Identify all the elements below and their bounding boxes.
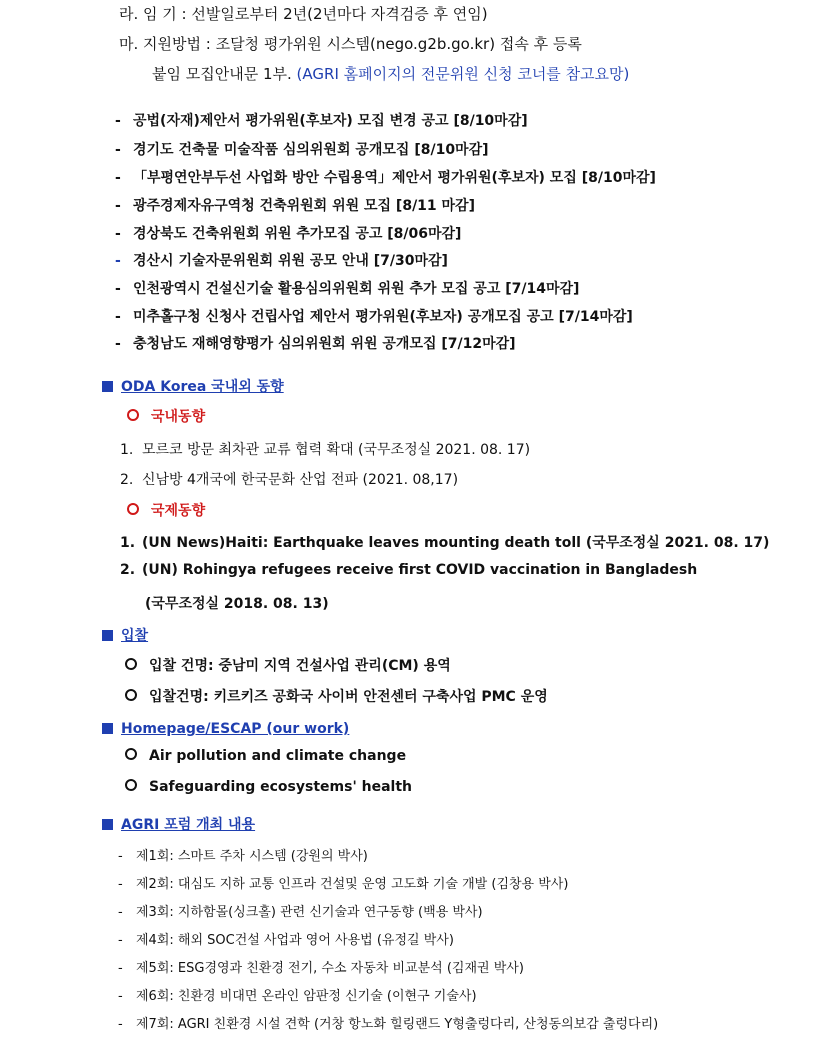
- forum-item[interactable]: - 제2회: 대심도 지하 교통 인프라 건설및 운영 고도화 기술 개발 (김창용 박사): [118, 877, 569, 892]
- oda-section-heading: ODA Korea 국내외 동향: [102, 376, 284, 396]
- forum-item[interactable]: - 제6회: 친환경 비대면 온라인 암판정 신기술 (이현구 기술사): [118, 989, 477, 1004]
- escap-item[interactable]: Air pollution and climate change: [125, 748, 406, 764]
- notice-item[interactable]: - 경산시 기술자문위원회 위원 공모 안내 [7/30마감]: [115, 253, 448, 269]
- square-bullet-icon: [102, 381, 113, 392]
- notice-item[interactable]: - 공법(자재)제안서 평가위원(후보자) 모집 변경 공고 [8/10마감]: [115, 113, 528, 129]
- circle-bullet-icon: [125, 748, 137, 760]
- attachment-line: [152, 63, 629, 84]
- domestic-item[interactable]: 1. 모르코 방문 최차관 교류 협력 확대 (국무조정실 2021. 08. 17): [120, 442, 531, 458]
- bid-item[interactable]: 입찰 건명: 중남미 지역 건설사업 관리(CM) 용역: [125, 655, 451, 675]
- square-bullet-icon: [102, 630, 113, 641]
- circle-bullet-icon: [127, 503, 139, 515]
- forum-item[interactable]: - 제3회: 지하함몰(싱크홀) 관련 신기술과 연구동향 (백용 박사): [118, 905, 483, 920]
- forum-item[interactable]: - 제4회: 해외 SOC건설 사업과 영어 사용법 (유정길 박사): [118, 933, 454, 948]
- circle-bullet-icon: [125, 779, 137, 791]
- domestic-label: 국내동향: [127, 406, 205, 426]
- notice-item[interactable]: - 충청남도 재해영향평가 심의위원회 위원 공개모집 [7/12마감]: [115, 336, 516, 352]
- circle-bullet-icon: [125, 689, 137, 701]
- forum-item[interactable]: - 제7회: AGRI 친환경 시설 견학 (거창 항노화 힐링랜드 Y형출렁다리, 산청동의보감 출렁다리): [118, 1017, 659, 1032]
- attachment-prefix: 붙임 모집안내문 1부.: [152, 65, 297, 83]
- international-label: 국제동향: [127, 500, 205, 520]
- attachment-link[interactable]: (AGRI 홈페이지의 전문위원 신청 코너를 참고요망): [296, 65, 630, 83]
- notice-item[interactable]: - 경기도 건축물 미술작품 심의위원회 공개모집 [8/10마감]: [115, 142, 489, 158]
- forum-item[interactable]: - 제5회: ESG경영과 친환경 전기, 수소 자동차 비교분석 (김재권 박사): [118, 961, 524, 976]
- square-bullet-icon: [102, 819, 113, 830]
- forum-item[interactable]: - 제1회: 스마트 주차 시스템 (강원의 박사): [118, 849, 368, 864]
- circle-bullet-icon: [125, 658, 137, 670]
- international-item[interactable]: 2. (UN) Rohingya refugees receive first COVID vaccination in Bangladesh: [120, 562, 698, 578]
- notice-item[interactable]: - 광주경제자유구역청 건축위원회 위원 모집 [8/11 마감]: [115, 198, 475, 214]
- notice-item[interactable]: - 「부평연안부두선 사업화 방안 수립용역」제안서 평가위원(후보자) 모집 [8/10마감]: [115, 170, 656, 186]
- international-item-continuation: (국무조정실 2018. 08. 13): [145, 596, 329, 612]
- notice-item[interactable]: - 경상북도 건축위원회 위원 추가모집 공고 [8/06마감]: [115, 226, 462, 242]
- apply-method-line: 마. 지원방법 : 조달청 평가위원 시스템(nego.g2b.go.kr) 접속 후 등록: [119, 35, 582, 53]
- square-bullet-icon: [102, 723, 113, 734]
- international-item[interactable]: 1. (UN News)Haiti: Earthquake leaves mounting death toll (국무조정실 2021. 08. 17): [120, 535, 770, 551]
- notice-item[interactable]: - 미추홀구청 신청사 건립사업 제안서 평가위원(후보자) 공개모집 공고 [7/14마감]: [115, 309, 633, 325]
- circle-bullet-icon: [127, 409, 139, 421]
- escap-item[interactable]: Safeguarding ecosystems' health: [125, 779, 412, 795]
- bid-item[interactable]: 입찰건명: 키르키즈 공화국 사이버 안전센터 구축사업 PMC 운영: [125, 686, 548, 706]
- forum-section-heading: AGRI 포럼 개최 내용: [102, 814, 255, 834]
- bid-section-heading: 입찰: [102, 625, 148, 645]
- notice-item[interactable]: - 인천광역시 건설신기술 활용심의위원회 위원 추가 모집 공고 [7/14마감]: [115, 281, 580, 297]
- term-line: 라. 임 기 : 선발일로부터 2년(2년마다 자격검증 후 연임): [119, 5, 488, 23]
- escap-section-heading[interactable]: Homepage/ESCAP (our work): [102, 718, 349, 737]
- domestic-item[interactable]: 2. 신남방 4개국에 한국문화 산업 전파 (2021. 08,17): [120, 472, 459, 488]
